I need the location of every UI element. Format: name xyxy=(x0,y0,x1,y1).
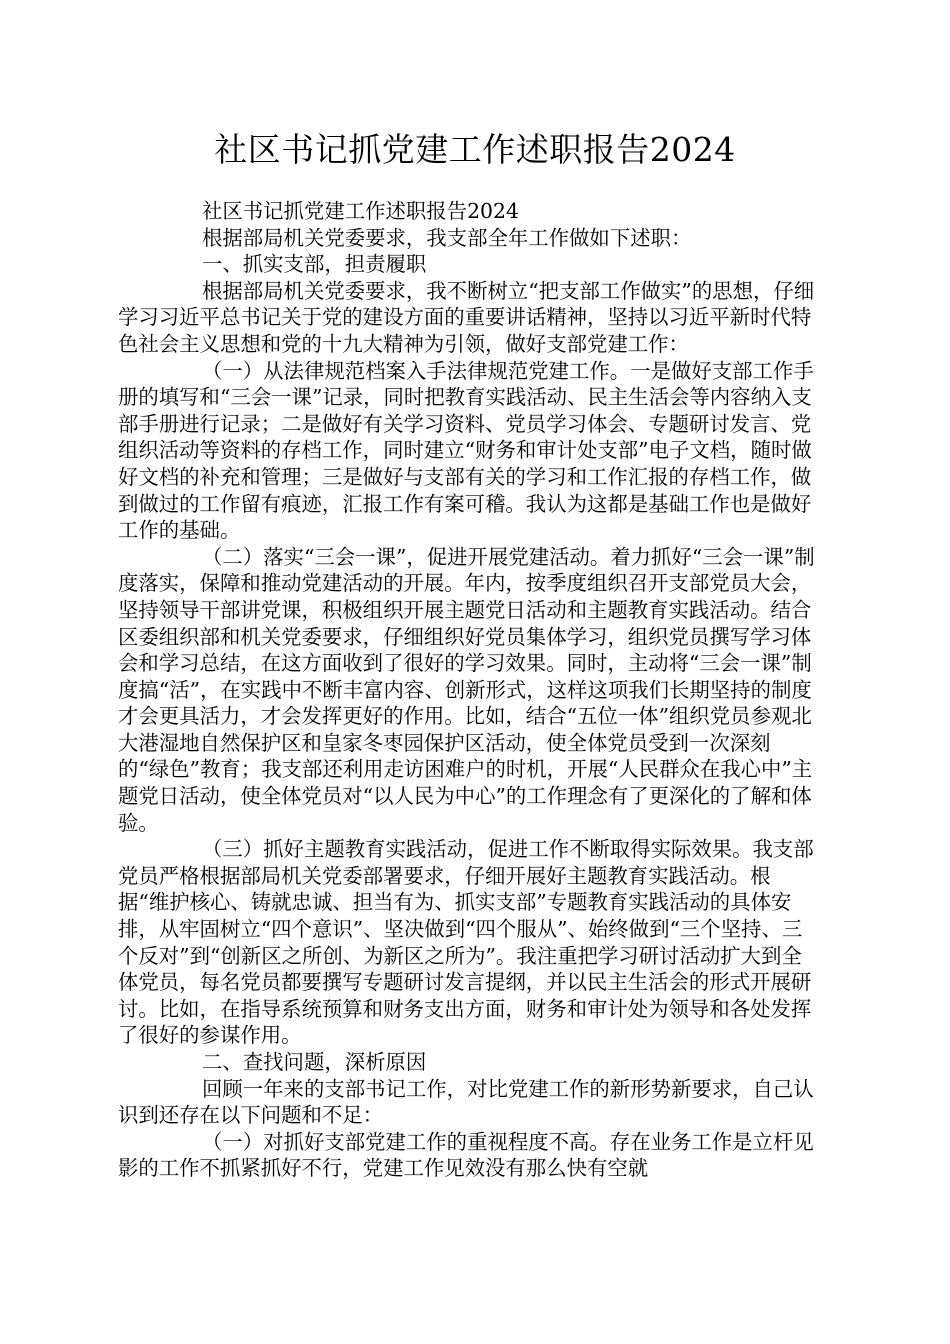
paragraph-item-3: （三）抓好主题教育实践活动，促进工作不断取得实际效果。我支部党员严格根据部局机关党委部署要求，仔细开展好主题教育实践活动。根据“维护核心、铸就忠诚、担当有为、抓实支部”专题教育实践活动的具体安排，从牢固树立“四个意识”、坚决做到“四个服从”、始终做到“三个坚持、三个反对”到“创新区之所创、为新区之所为”。我注重把学习研讨活动扩大到全体党员，每名党员都要撰写专题研讨发言提纲，并以民主生活会的形式开展研讨。比如，在指导系统预算和财务支出方面，财务和审计处为领导和各处发挥了很好的参谋作用。 xyxy=(118,837,814,1048)
paragraph-subtitle: 社区书记抓党建工作述职报告2024 xyxy=(202,199,519,223)
section-heading-1: 一、抓实支部，担责履职 xyxy=(202,252,427,277)
paragraph-problem-1: （一）对抓好支部党建工作的重视程度不高。存在业务工作是立杆见影的工作不抓紧抓好不行，党建工作见效没有那么快有空就 xyxy=(118,1129,814,1181)
paragraph-intro: 根据部局机关党委要求，我支部全年工作做如下述职： xyxy=(202,225,692,250)
paragraph-section-1-intro: 根据部局机关党委要求，我不断树立“把支部工作做实”的思想，仔细学习习近平总书记关于党的建设方面的重要讲话精神，坚持以习近平新时代特色社会主义思想和党的十九大精神为引领，做好支部党建工作： xyxy=(118,278,815,356)
section-heading-2: 二、查找问题，深析原因 xyxy=(202,1050,427,1074)
paragraph-section-2-intro: 回顾一年来的支部书记工作，对比党建工作的新形势新要求，自己认识到还存在以下问题和不足： xyxy=(118,1076,814,1128)
paragraph-item-1: （一）从法律规范档案入手法律规范党建工作。一是做好支部工作手册的填写和“三会一课”记录，同时把教育实践活动、民主生活会等内容纳入支部手册进行记录；二是做好有关学习资料、党员学习体会、专题研讨发言、党组织活动等资料的存档工作，同时建立“财务和审计处支部”电子文档，随时做好文档的补充和管理；三是做好与支部有关的学习和工作汇报的存档工作，做到做过的工作留有痕迹，汇报工作有案可稽。我认为这都是基础工作也是做好工作的基础。 xyxy=(118,358,814,543)
paragraph-item-2: （二）落实“三会一课”，促进开展党建活动。着力抓好“三会一课”制度落实，保障和推动党建活动的开展。年内，按季度组织召开支部党员大会，坚持领导干部讲党课，积极组织开展主题党日活动和主题教育实践活动。结合区委组织部和机关党委要求，仔细组织好党员集体学习，组织党员撰写学习体会和学习总结，在这方面收到了很好的学习效果。同时，主动将“三会一课”制度搞“活”，在实践中不断丰富内容、创新形式，这样这项我们长期坚持的制度才会更具活力，才会发挥更好的作用。比如，结合“五位一体”组织党员参观北大港湿地自然保护区和皇家冬枣园保护区活动，使全体党员受到一次深刻的“绿色”教育；我支部还利用走访困难户的时机，开展“人民群众在我心中”主题党日活动，使全体党员对“以人民为中心”的工作理念有了更深化的了解和体验。 xyxy=(118,544,815,835)
document-body xyxy=(118,198,818,1182)
document-title: 社区书记抓党建工作述职报告2024 xyxy=(214,130,736,169)
